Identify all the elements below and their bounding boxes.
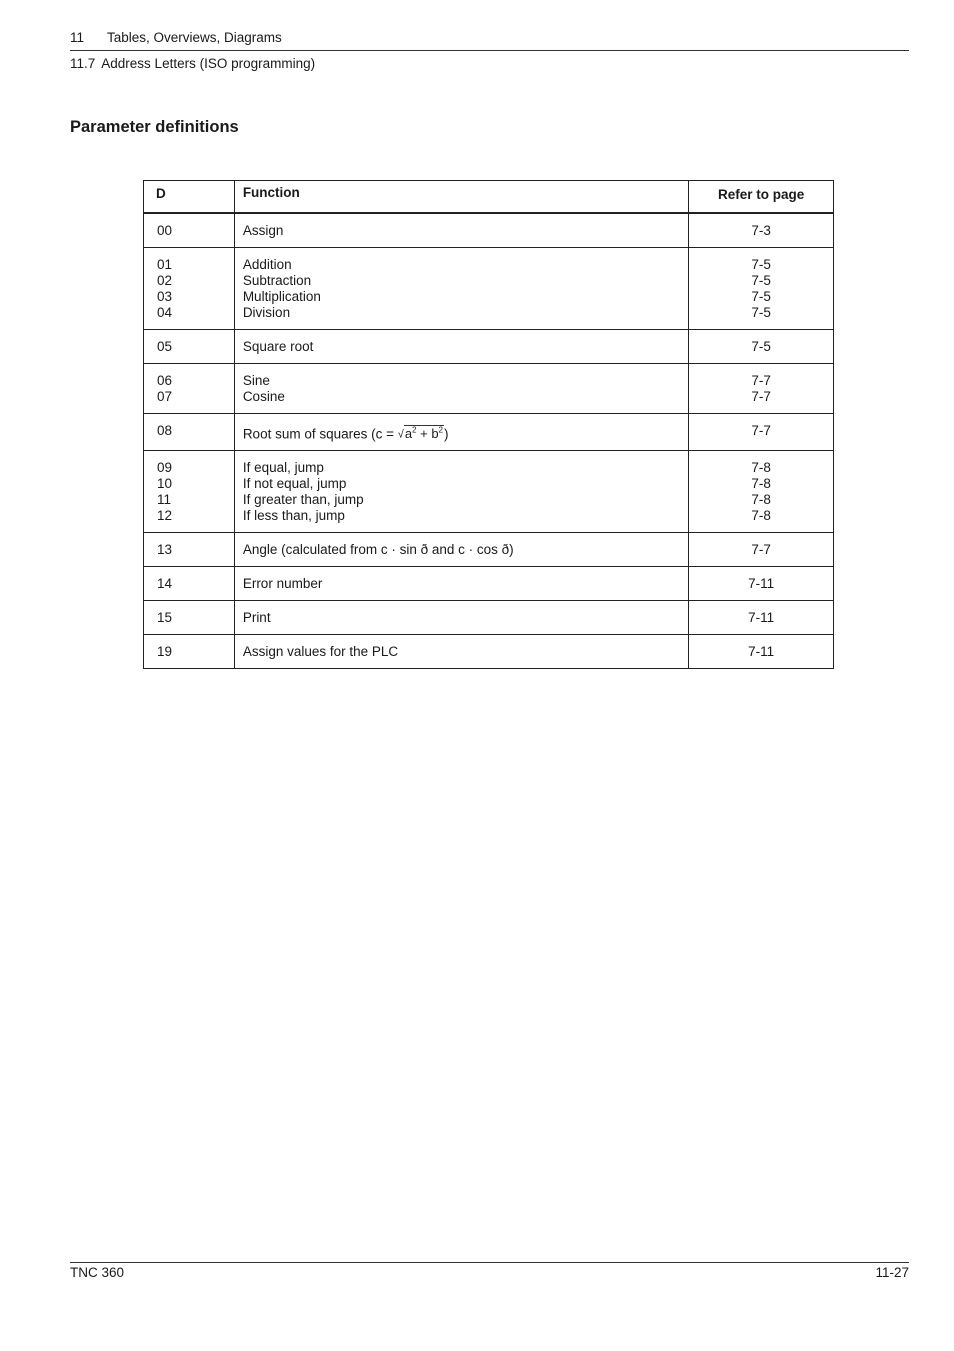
formula-close: )	[444, 426, 449, 442]
cell-d	[144, 330, 235, 364]
radical-sign: √	[397, 428, 404, 441]
cell-page-line: 7-5	[751, 257, 771, 272]
radicand	[404, 425, 444, 441]
cell-function-line: Addition	[242, 257, 292, 272]
cell-page	[689, 601, 834, 635]
cell-function-line: If less than, jump	[242, 508, 345, 524]
section-number: 11.7	[70, 56, 96, 71]
footer-page-number: 11-27	[875, 1265, 909, 1280]
cell-function-line: Sine	[242, 373, 270, 388]
cell-d-line: 05	[157, 339, 173, 354]
table-header-row	[144, 181, 834, 214]
cell-d	[144, 567, 235, 601]
header-function: Function	[234, 181, 688, 214]
cell-page-line: 7-7	[751, 373, 771, 388]
cell-function	[234, 635, 688, 669]
cell-d	[144, 414, 235, 451]
table-row	[144, 533, 834, 567]
section-title: Address Letters (ISO programming)	[101, 56, 316, 71]
cell-function-line: If equal, jump	[242, 460, 324, 476]
square-root-formula	[398, 423, 444, 442]
cell-function	[234, 248, 688, 330]
cell-page-line: 7-11	[748, 644, 775, 660]
formula-exp-b: 2	[438, 426, 443, 435]
page-title: Parameter definitions	[70, 118, 239, 136]
cell-function	[234, 330, 688, 364]
cell-d-line: 03	[157, 289, 173, 304]
table-body	[144, 213, 834, 669]
cell-d-line: 15	[157, 610, 173, 626]
cell-d-line: 13	[157, 542, 173, 558]
cell-page-line: 7-8	[751, 460, 771, 476]
cell-page-line: 7-7	[751, 389, 771, 404]
cell-d-line: 19	[157, 644, 173, 660]
formula-line	[243, 423, 688, 442]
cell-d-line: 14	[157, 576, 173, 592]
cell-page-line: 7-8	[751, 492, 771, 508]
section-header	[70, 56, 315, 71]
cell-function	[234, 451, 688, 533]
cell-d-line: 08	[157, 423, 173, 438]
cell-d-line: 10	[157, 476, 173, 492]
cell-page	[689, 364, 834, 414]
cell-page-line: 7-7	[751, 423, 771, 438]
cell-function-line: Multiplication	[242, 289, 321, 304]
formula-a: a	[404, 426, 413, 442]
header-page: Refer to page	[689, 181, 834, 214]
footer-product: TNC 360	[70, 1265, 125, 1280]
table-row	[144, 601, 834, 635]
cell-function	[234, 601, 688, 635]
cell-page-line: 7-7	[751, 542, 771, 558]
cell-page	[689, 635, 834, 669]
cell-function-line: Cosine	[242, 389, 285, 404]
table-row	[144, 364, 834, 414]
cell-page	[689, 248, 834, 330]
cell-d-line: 12	[157, 508, 173, 524]
cell-page	[689, 414, 834, 451]
cell-d-line: 00	[157, 223, 173, 238]
cell-page-line: 7-5	[751, 305, 771, 320]
cell-page-line: 7-3	[751, 223, 771, 238]
cell-page	[689, 451, 834, 533]
cell-function	[234, 414, 688, 451]
cell-function-line: Subtraction	[242, 273, 312, 288]
cell-d-line: 11	[157, 492, 172, 508]
cell-function	[234, 364, 688, 414]
cell-d	[144, 364, 235, 414]
cell-d	[144, 601, 235, 635]
cell-page-line: 7-5	[751, 289, 771, 304]
cell-function-line: Angle (calculated from c · sin ð and c · cos ð)	[242, 542, 514, 558]
cell-d-line: 07	[157, 389, 173, 404]
table-row	[144, 567, 834, 601]
cell-function-line: If greater than, jump	[242, 492, 364, 508]
cell-function-line: If not equal, jump	[242, 476, 347, 492]
cell-page	[689, 533, 834, 567]
cell-page-line: 7-5	[751, 339, 771, 354]
cell-d-line: 02	[157, 273, 173, 288]
cell-page-line: 7-11	[748, 576, 775, 592]
cell-d	[144, 635, 235, 669]
formula-exp-a: 2	[412, 426, 417, 435]
parameter-table	[143, 180, 834, 669]
table-row	[144, 414, 834, 451]
cell-page-line: 7-8	[751, 476, 771, 492]
cell-d	[144, 213, 235, 248]
cell-page	[689, 330, 834, 364]
chapter-number: 11	[70, 30, 85, 45]
cell-function-line: Division	[242, 305, 291, 320]
cell-function-line: Square root	[242, 339, 314, 354]
cell-page-line: 7-5	[751, 273, 771, 288]
cell-function	[234, 567, 688, 601]
cell-d	[144, 533, 235, 567]
cell-d-line: 04	[157, 305, 173, 320]
cell-d-line: 06	[157, 373, 173, 388]
cell-function	[234, 533, 688, 567]
table-row	[144, 635, 834, 669]
chapter-header	[70, 30, 282, 45]
table-row	[144, 213, 834, 248]
cell-d	[144, 248, 235, 330]
table-row	[144, 451, 834, 533]
cell-page-line: 7-8	[751, 508, 771, 524]
cell-page-line: 7-11	[748, 610, 775, 626]
cell-function	[234, 213, 688, 248]
header-d: D	[144, 181, 235, 214]
cell-function-line: Assign values for the PLC	[242, 644, 399, 660]
header-rule	[70, 50, 909, 51]
cell-function-line: Error number	[242, 576, 323, 592]
chapter-title: Tables, Overviews, Diagrams	[107, 30, 282, 45]
cell-d-line: 09	[157, 460, 173, 476]
table-row	[144, 330, 834, 364]
cell-page	[689, 213, 834, 248]
cell-d-line: 01	[157, 257, 173, 272]
table-row	[144, 248, 834, 330]
cell-function-line: Root sum of squares (c =	[242, 426, 398, 442]
cell-function-line: Assign	[242, 223, 284, 238]
cell-page	[689, 567, 834, 601]
cell-d	[144, 451, 235, 533]
formula-plus-b: + b	[416, 426, 439, 442]
cell-function-line: Print	[242, 610, 271, 626]
footer-rule	[70, 1262, 909, 1263]
